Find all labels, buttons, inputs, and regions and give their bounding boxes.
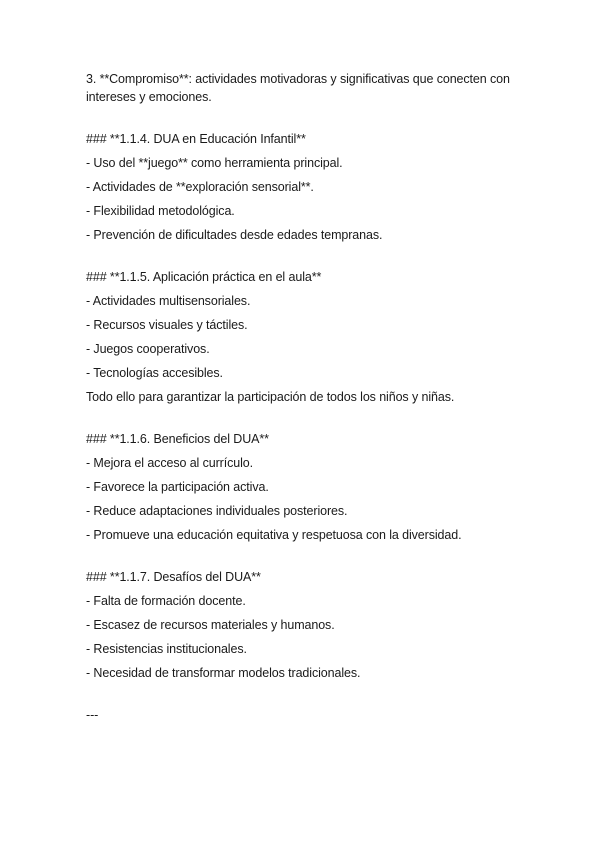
section-1-1-6 [86, 430, 526, 544]
list-item: - Uso del **juego** como herramienta principal. [86, 156, 343, 170]
list-item: - Escasez de recursos materiales y humanos. [86, 618, 335, 632]
intro-line-2: intereses y emociones. [86, 90, 212, 104]
list-item: - Prevención de dificultades desde edades tempranas. [86, 228, 383, 242]
section-heading: ### **1.1.5. Aplicación práctica en el aula** [86, 270, 322, 284]
list-item: - Actividades multisensoriales. [86, 294, 251, 308]
list-item: - Resistencias institucionales. [86, 642, 247, 656]
spacer [86, 688, 526, 706]
section-heading: ### **1.1.6. Beneficios del DUA** [86, 432, 269, 446]
spacer [86, 250, 526, 268]
list-item: - Tecnologías accesibles. [86, 366, 223, 380]
list-item: - Juegos cooperativos. [86, 342, 210, 356]
intro-line-1: 3. **Compromiso**: actividades motivadoras y significativas que conecten con [86, 72, 510, 86]
closing-sentence: Todo ello para garantizar la participación de todos los niños y niñas. [86, 390, 455, 404]
list-item: - Reduce adaptaciones individuales posteriores. [86, 504, 348, 518]
list-item: - Flexibilidad metodológica. [86, 204, 235, 218]
section-heading: ### **1.1.7. Desafíos del DUA** [86, 570, 261, 584]
list-item: - Falta de formación docente. [86, 594, 246, 608]
list-item: - Necesidad de transformar modelos tradicionales. [86, 666, 361, 680]
section-heading: ### **1.1.4. DUA en Educación Infantil** [86, 132, 306, 146]
spacer [86, 550, 526, 568]
section-1-1-5 [86, 268, 526, 406]
list-item: - Recursos visuales y táctiles. [86, 318, 248, 332]
list-item: - Promueve una educación equitativa y respetuosa con la diversidad. [86, 528, 462, 542]
document-page [86, 70, 526, 730]
list-item: - Mejora el acceso al currículo. [86, 456, 254, 470]
spacer [86, 112, 526, 130]
intro-paragraph [86, 70, 526, 106]
section-1-1-4 [86, 130, 526, 244]
spacer [86, 412, 526, 430]
horizontal-rule-marker: --- [86, 708, 99, 722]
section-1-1-7 [86, 568, 526, 682]
list-item: - Favorece la participación activa. [86, 480, 269, 494]
list-item: - Actividades de **exploración sensorial**. [86, 180, 314, 194]
